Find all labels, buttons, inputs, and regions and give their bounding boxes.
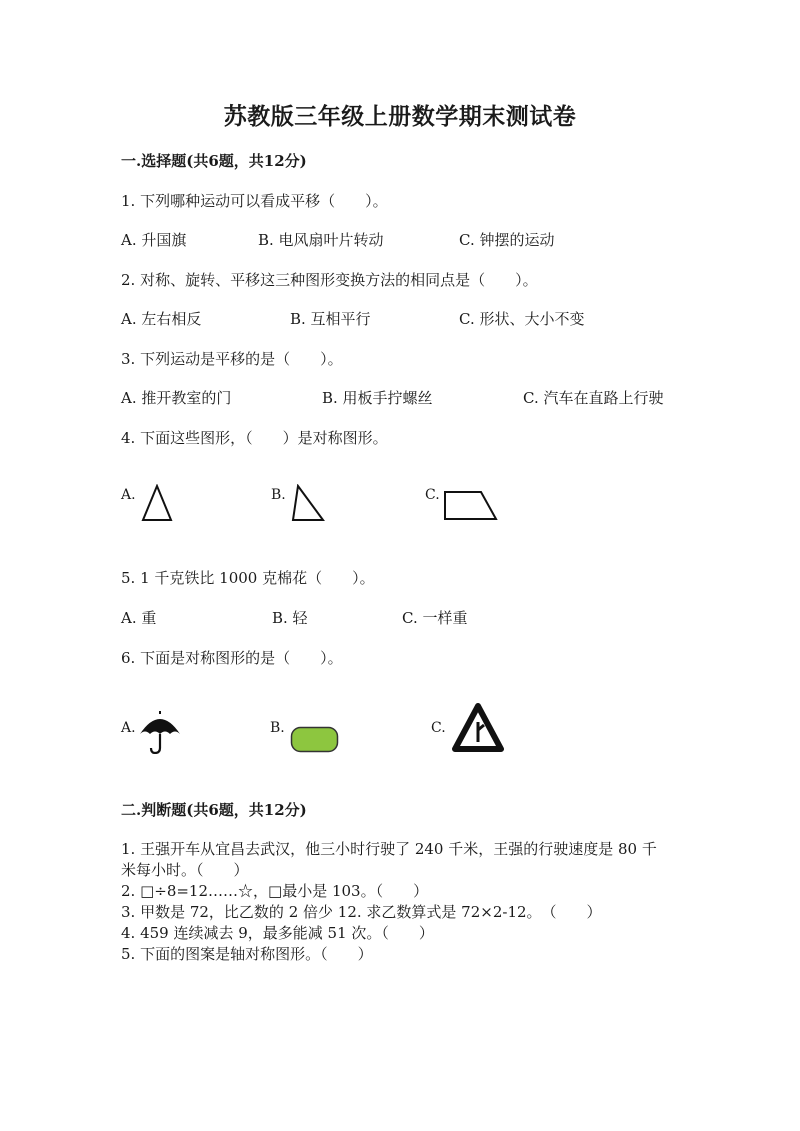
section-heading-judgement: 二.判断题(共6题，共12分) bbox=[121, 801, 307, 819]
page-title: 苏教版三年级上册数学期末测试卷 bbox=[223, 103, 577, 130]
umbrella-icon bbox=[137, 710, 183, 754]
judgement-item-2: 2. □÷8=12……☆，□最小是 103。（ ） bbox=[121, 882, 429, 900]
question-3-stem: 3. 下列运动是平移的是（ ）。 bbox=[121, 350, 343, 368]
question-3-option-c: C. 汽车在直路上行驶 bbox=[523, 389, 664, 407]
question-2-option-c: C. 形状、大小不变 bbox=[459, 310, 585, 328]
question-4-stem: 4. 下面这些图形，（ ）是对称图形。 bbox=[121, 429, 388, 447]
isosceles-triangle-icon bbox=[140, 484, 174, 522]
judgement-item-3: 3. 甲数是 72，比乙数的 2 倍少 12. 求乙数算式是 72×2-12。 （ ） bbox=[121, 903, 602, 921]
question-3-option-a: A. 推开教室的门 bbox=[121, 389, 232, 407]
question-3-option-b: B. 用板手拧螺丝 bbox=[322, 389, 433, 407]
rounded-rectangle-icon bbox=[290, 726, 340, 754]
question-2-option-b: B. 互相平行 bbox=[290, 310, 371, 328]
trapezoid-icon bbox=[443, 490, 499, 522]
section-heading-choice: 一.选择题(共6题，共12分) bbox=[121, 152, 307, 170]
question-4-option-b: B. bbox=[271, 487, 286, 503]
judgement-item-1-line-2: 米每小时。（ ） bbox=[121, 861, 249, 879]
question-5-option-c: C. 一样重 bbox=[402, 609, 468, 627]
question-6-option-c: C. bbox=[431, 720, 446, 736]
scalene-triangle-icon bbox=[290, 484, 326, 522]
question-5-stem: 5. 1 千克铁比 1000 克棉花（ ）。 bbox=[121, 569, 375, 587]
question-1-stem: 1. 下列哪种运动可以看成平移（ ）。 bbox=[121, 192, 388, 210]
judgement-item-4: 4. 459 连续减去 9，最多能减 51 次。（ ） bbox=[121, 924, 434, 942]
question-2-option-a: A. 左右相反 bbox=[121, 310, 202, 328]
question-6-stem: 6. 下面是对称图形的是（ ）。 bbox=[121, 649, 343, 667]
question-6-option-a: A. bbox=[121, 720, 136, 736]
question-5-option-a: A. 重 bbox=[121, 609, 157, 627]
warning-sign-icon bbox=[452, 703, 504, 753]
judgement-item-1-line-1: 1. 王强开车从宜昌去武汉，他三小时行驶了 240 千米，王强的行驶速度是 80 千 bbox=[121, 840, 657, 858]
question-2-stem: 2. 对称、旋转、平移这三种图形变换方法的相同点是（ ）。 bbox=[121, 271, 538, 289]
question-1-option-c: C. 钟摆的运动 bbox=[459, 231, 555, 249]
question-1-option-b: B. 电风扇叶片转动 bbox=[258, 231, 384, 249]
question-4-option-a: A. bbox=[121, 487, 136, 503]
question-5-option-b: B. 轻 bbox=[272, 609, 308, 627]
question-4-option-c: C. bbox=[425, 487, 440, 503]
judgement-item-5: 5. 下面的图案是轴对称图形。（ ） bbox=[121, 945, 373, 963]
question-6-option-b: B. bbox=[270, 720, 285, 736]
question-1-option-a: A. 升国旗 bbox=[121, 231, 187, 249]
